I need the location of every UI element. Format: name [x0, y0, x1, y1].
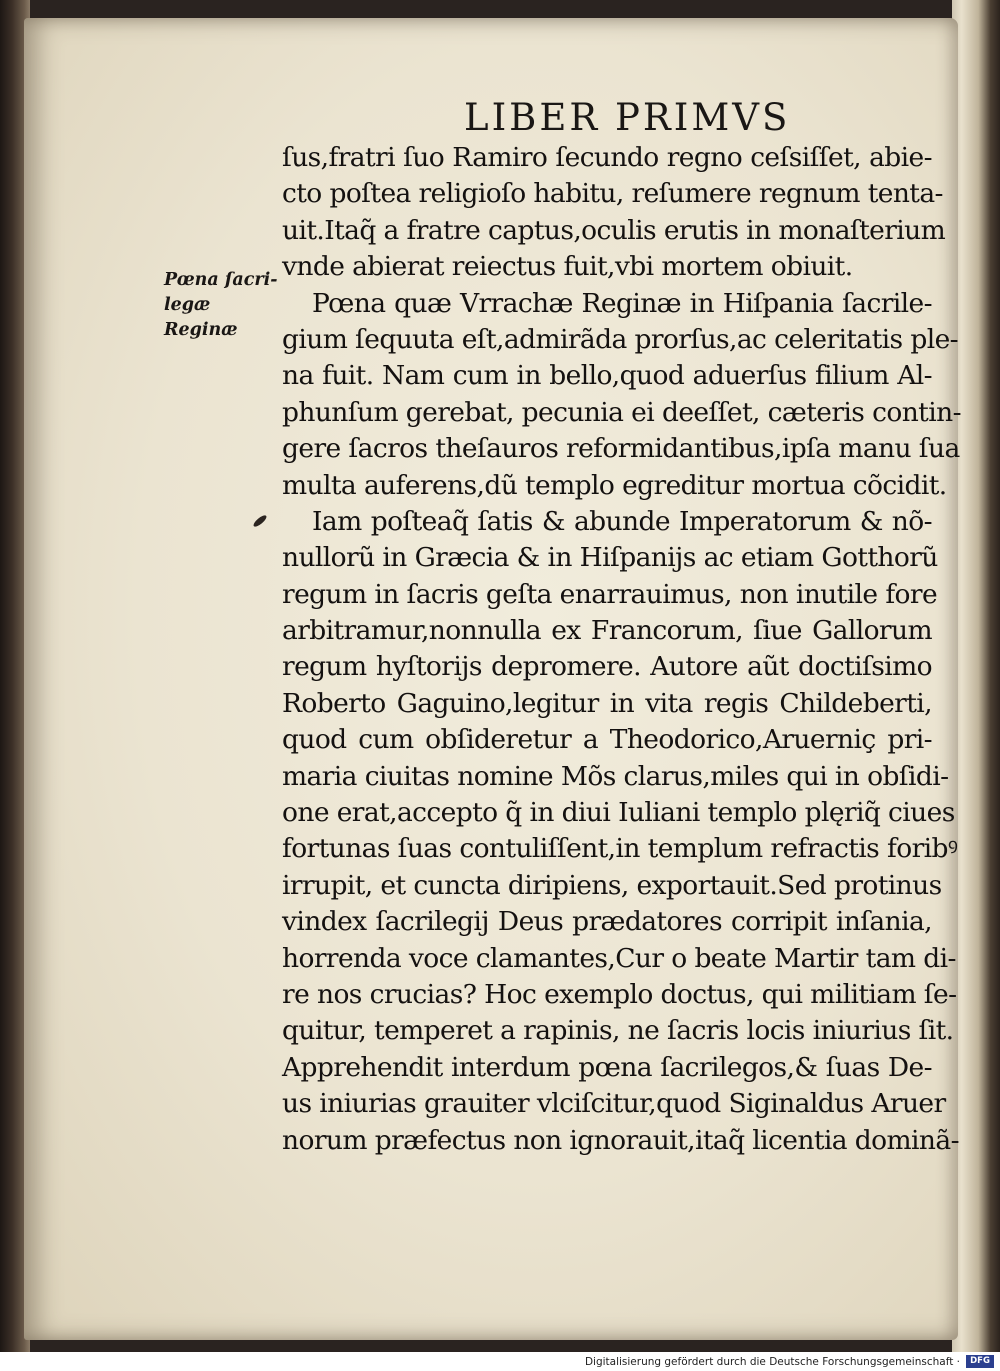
text-line: regum hyſtorijs depromere. Autore aũt doctiſsimo	[282, 651, 932, 683]
footer-bar	[0, 1352, 1000, 1371]
text-line: Apprehendit interdum pœna ſacrilegos,& ſuas De-	[282, 1051, 932, 1083]
text-line: uit.Itaq̃ a fratre captus,oculis erutis in monaſterium	[282, 214, 946, 246]
text-line: maria ciuitas nomine Mõs clarus,miles qui in obſidi-	[282, 760, 949, 792]
text-line: Pœna quæ Vrrachæ Reginæ in Hiſpania ſacrile-	[312, 287, 932, 319]
text-line: horrenda voce clamantes,Cur o beate Martir tam di-	[282, 942, 956, 974]
marginal-note	[164, 268, 282, 343]
ink-blot-mark	[252, 514, 268, 529]
text-line: multa auferens,dũ templo egreditur mortua cõcidit.	[282, 469, 947, 501]
text-line: Iam poſteaq̃ ſatis & abunde Imperatorum & nõ-	[312, 505, 932, 537]
text-line: gere ſacros theſauros reformidantibus,ipſa manu ſua	[282, 433, 960, 465]
digitization-credit: Digitalisierung gefördert durch die Deutsche Forschungsgemeinschaft ·	[584, 1356, 960, 1368]
text-line: na fuit. Nam cum in bello,quod aduerſus filium Al-	[282, 360, 932, 392]
text-line: one erat,accepto q̃ in diui Iuliani templo plęriq̃ ciues	[282, 797, 955, 829]
text-line: re nos crucias? Hoc exemplo doctus, qui militiam ſe-	[282, 978, 957, 1010]
book-page	[24, 18, 961, 1340]
text-line: Roberto Gaguino,legitur in vita regis Childeberti,	[282, 687, 932, 719]
text-line: cto poſtea religioſo habitu, reſumere regnum tenta-	[282, 178, 943, 210]
running-head: LIBER PRIMVS	[464, 96, 791, 139]
text-line: vnde abierat reiectus fuit,vbi mortem obiuit.	[282, 251, 853, 283]
text-line: quitur, temperet a rapinis, ne ſacris locis iniurius ſit.	[282, 1015, 954, 1047]
text-line: norum præfectus non ignorauit,itaq̃ licentia dominã-	[282, 1124, 959, 1156]
text-line: arbitramur,nonnulla ex Francorum, ſiue Gallorum	[282, 615, 932, 647]
text-line: quod cum obſideretur a Theodorico,Aruerniç pri-	[282, 724, 932, 756]
text-line: us iniurias grauiter vlciſcitur,quod Siginaldus Aruer	[282, 1088, 946, 1120]
text-line: regum in ſacris geſta enarrauimus, non inutile fore	[282, 578, 938, 610]
text-line: vindex ſacrilegij Deus prædatores corripit inſania,	[282, 906, 932, 938]
marginal-note-line: Pœna ſacri- legæ Reginæ	[164, 270, 278, 340]
dfg-logo: DFG	[966, 1355, 994, 1368]
text-line: gium ſequuta eſt,admirãda prorſus,ac celeritatis ple-	[282, 323, 959, 355]
text-line: ſus,fratri ſuo Ramiro ſecundo regno ceſsiſſet, abie-	[282, 142, 932, 173]
text-line: fortunas ſuas contuliſſent,in templum refractis foribꝰ	[282, 833, 958, 865]
body-text	[282, 140, 961, 1159]
text-line: irrupit, et cuncta diripiens, exportauit.Sed protinus	[282, 869, 942, 901]
text-line: phunſum gerebat, pecunia ei deeſſet, cæteris contin-	[282, 396, 961, 428]
text-line: nullorũ in Græcia & in Hiſpanijs ac etiam Gotthorũ	[282, 542, 938, 574]
book-fore-edge	[952, 0, 1000, 1352]
